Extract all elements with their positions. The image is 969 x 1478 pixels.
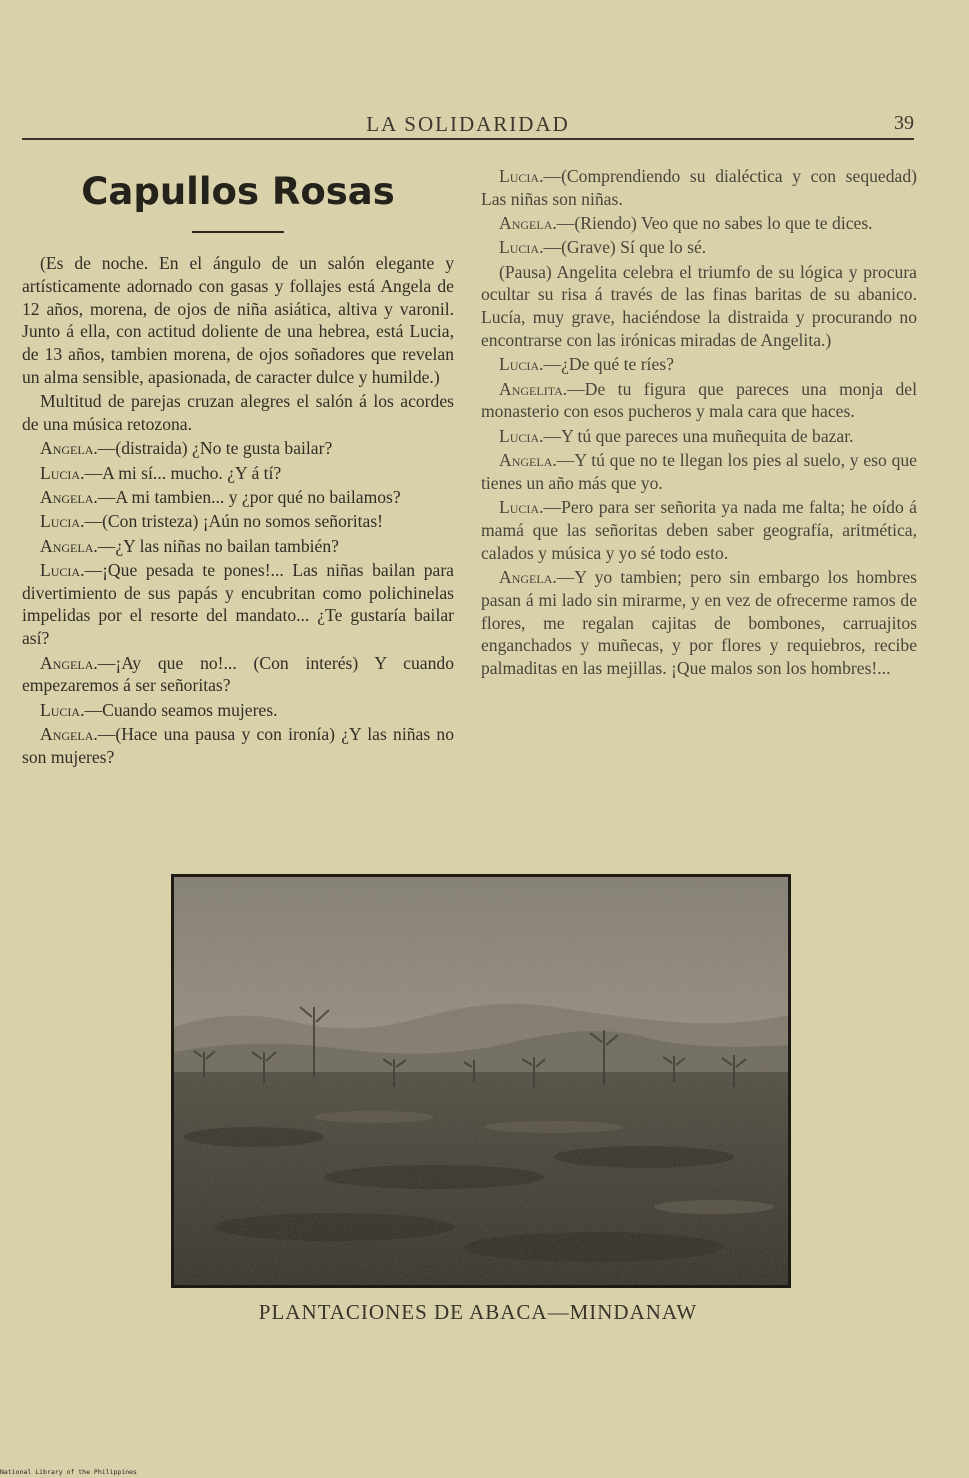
paragraph-text: —¡Que pesada te pones!... Las niñas bailan para divertimiento de sus papás y encubritan como polichinelas impelidas por el resorte del mandato... ¿Te gustaría bailar así? (22, 559, 454, 649)
speaker-name: Angelita. (499, 378, 568, 399)
paragraph-text: —¿Y las niñas no bailan también? (97, 535, 339, 556)
paragraph-text: —¡Ay que no!... (Con interés) Y cuando empezaremos á ser señoritas? (22, 652, 454, 696)
speaker-name: Lucia. (499, 497, 544, 518)
paragraph-text: Multitud de parejas cruzan alegres el salón á los acordes de una música retozona. (22, 391, 454, 435)
dialogue-paragraph (22, 723, 454, 769)
dialogue-paragraph (22, 535, 454, 558)
dialogue-paragraph (481, 236, 917, 259)
paragraph-text: —A mi tambien... y ¿por qué no bailamos? (97, 486, 401, 507)
speaker-name: Angela. (499, 213, 557, 234)
speaker-name: Angela. (40, 535, 98, 556)
dialogue-paragraph (481, 496, 917, 564)
running-head (22, 112, 914, 140)
speaker-name: Angela. (40, 652, 98, 673)
dialogue-paragraph (481, 212, 917, 235)
dialogue-paragraph (22, 652, 454, 698)
paragraph-text: —De tu figura que pareces una monja del monasterio con esos pucheros y mala cara que haces. (481, 378, 917, 422)
paragraph-text: —Pero para ser señorita ya nada me falta; he oído á mamá que las señoritas deben saber geografía, aritmética, calados y música y yo sé todo esto. (481, 497, 917, 563)
paragraph-text: —A mi sí... mucho. ¿Y á tí? (84, 462, 282, 483)
dialogue-paragraph (481, 425, 917, 448)
speaker-name: Angela. (499, 450, 557, 471)
dialogue-paragraph (481, 378, 917, 424)
dialogue-paragraph (481, 165, 917, 211)
journal-title: LA SOLIDARIDAD (366, 112, 570, 136)
speaker-name: Lucia. (40, 699, 85, 720)
paragraph-text: (Pausa) Angelita celebra el triumfo de su lógica y procura ocultar su risa á través de las finas baritas de su abanico. Lucía, muy grave, haciéndose la distraida y procurando no encontrarse con las irónicas miradas de Angelita.) (481, 261, 917, 351)
dialogue-paragraph (22, 510, 454, 533)
dialogue-paragraph (22, 252, 454, 389)
speaker-name: Lucia. (499, 354, 544, 375)
speaker-name: Lucia. (499, 166, 544, 186)
speaker-name: Angela. (40, 486, 98, 507)
article-title: Capullos Rosas (81, 170, 395, 213)
paragraph-text: —Y tú que pareces una muñequita de bazar. (543, 425, 854, 446)
figure-caption: PLANTACIONES DE ABACA—MINDANAW (258, 1300, 698, 1324)
title-rule (192, 231, 284, 233)
library-credit: National Library of the Philippines (0, 1468, 137, 1476)
plantation-image (174, 877, 788, 1285)
dialogue-paragraph (22, 462, 454, 485)
speaker-name: Lucia. (499, 237, 544, 258)
dialogue-paragraph (481, 353, 917, 376)
dialogue-paragraph (22, 699, 454, 722)
paragraph-text: (Es de noche. En el ángulo de un salón elegante y artísticamente adornado con gasas y follajes está Angela de 12 años, morena, de ojos de niña asiática, altiva y varonil. Junto á ella, con actitud doliente de una hebrea, está Lucia, de 13 años, tambien morena, de ojos soñadores que revelan un alma sensible, apasionada, de caracter dulce y humilde.) (22, 253, 454, 387)
speaker-name: Angela. (499, 567, 557, 588)
paragraph-text: —Cuando seamos mujeres. (84, 699, 278, 720)
dialogue-paragraph (481, 449, 917, 495)
speaker-name: Lucia. (40, 559, 85, 580)
paragraph-text: —(Grave) Sí que lo sé. (543, 237, 707, 258)
plantation-photo (171, 874, 791, 1288)
dialogue-paragraph (481, 261, 917, 352)
paragraph-text: —Y tú que no te llegan los pies al suelo, y eso que tienes un año más que yo. (481, 450, 917, 493)
paragraph-text: —(Con tristeza) ¡Aún no somos señoritas! (84, 511, 384, 532)
dialogue-paragraph (22, 390, 454, 436)
paragraph-text: —(Comprendiendo su dialéctica y con sequedad) Las niñas son niñas. (481, 166, 917, 209)
speaker-name: Lucia. (40, 462, 85, 483)
speaker-name: Lucia. (40, 511, 85, 532)
dialogue-paragraph (22, 559, 454, 650)
dialogue-paragraph (481, 566, 917, 680)
dialogue-paragraph (22, 437, 454, 460)
right-column (481, 165, 917, 682)
page-number: 39 (894, 112, 914, 134)
speaker-name: Angela. (40, 723, 98, 744)
left-column (22, 163, 454, 770)
paragraph-text: —¿De qué te ríes? (543, 354, 674, 375)
paragraph-text: —(distraida) ¿No te gusta bailar? (97, 438, 333, 459)
speaker-name: Angela. (40, 438, 98, 459)
speaker-name: Lucia. (499, 425, 544, 446)
paragraph-text: —Y yo tambien; pero sin embargo los hombres pasan á mi lado sin mirarme, y en vez de ofrecerme ramos de flores, me regalan cajitas de bombones, carruajitos enganchados y muñecas, y por flores y requiebros, recibe palmaditas en las mejillas. ¡Que malos son los hombres!... (481, 567, 917, 679)
dialogue-paragraph (22, 486, 454, 509)
paragraph-text: —(Hace una pausa y con ironía) ¿Y las niñas no son mujeres? (22, 723, 454, 767)
paragraph-text: —(Riendo) Veo que no sabes lo que te dices. (556, 213, 873, 234)
